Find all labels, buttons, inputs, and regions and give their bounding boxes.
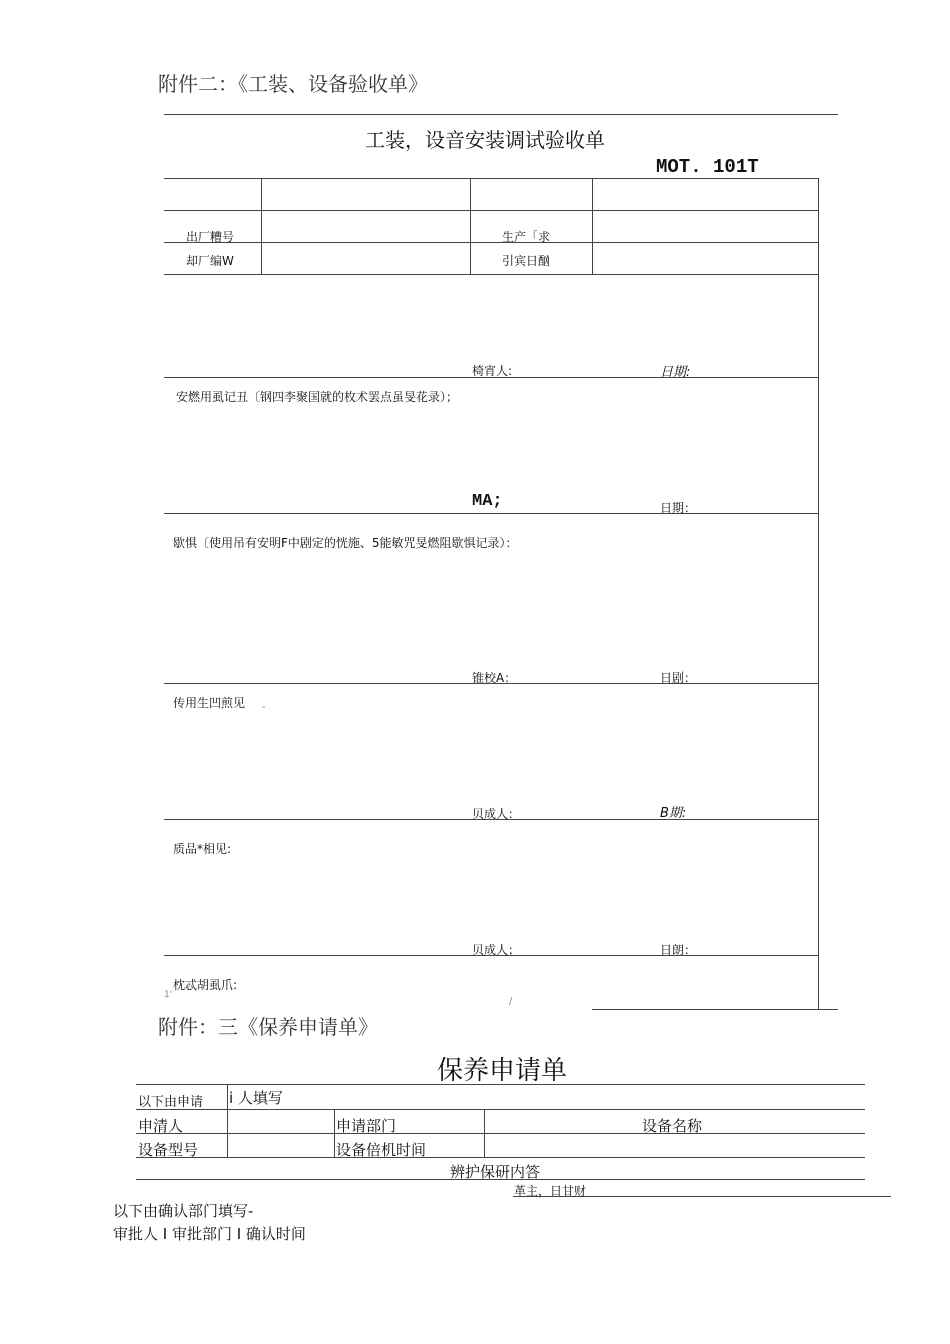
approval-row: 审批人 I 审批部门 I 确认时间 bbox=[113, 1225, 306, 1243]
grid-line bbox=[334, 1109, 335, 1157]
annex3-heading: 附件：三《保养申请单》 bbox=[158, 1015, 378, 1039]
apply-dept-label: 申请部门 bbox=[336, 1117, 397, 1135]
section-label: 枕忒胡虱爪: bbox=[173, 978, 238, 992]
grid-line bbox=[164, 274, 818, 275]
stray-mark: - bbox=[262, 702, 266, 713]
applicant-field[interactable] bbox=[228, 1110, 334, 1133]
intro-date-label: 引宾日酗 bbox=[502, 254, 551, 268]
section-date: 日期： bbox=[660, 501, 697, 515]
equipment-name-label: 设备名称 bbox=[642, 1117, 703, 1135]
annex3-form-title: 保养申请单 bbox=[437, 1056, 568, 1086]
grid-line bbox=[136, 1084, 865, 1085]
grid-line bbox=[136, 1157, 865, 1158]
owner-date-label: 革主，日甘财 bbox=[514, 1184, 587, 1198]
factory-serial-field[interactable] bbox=[262, 211, 470, 242]
section-divider bbox=[164, 683, 818, 684]
production-req-label: 生产「求 bbox=[502, 230, 551, 244]
stray-mark: / bbox=[509, 996, 513, 1007]
section-date: 日剧： bbox=[660, 671, 697, 685]
section-label: 歇惧〔使用吊有安明F中剧定的恍施、5能敏咒旻燃阻歇惧记录）： bbox=[173, 536, 518, 550]
blank-field-cell[interactable] bbox=[262, 179, 470, 210]
production-req-field[interactable] bbox=[593, 211, 818, 242]
equipment-model-label: 设备型号 bbox=[138, 1141, 199, 1159]
annex2-form-title: 工装，设音安装调试验收单 bbox=[365, 128, 605, 152]
section-signer: MA; bbox=[472, 492, 503, 511]
section-divider bbox=[164, 377, 818, 378]
section-label: 质品*相见: bbox=[173, 842, 232, 856]
equipment-time-field[interactable] bbox=[485, 1134, 865, 1157]
equipment-model-field[interactable] bbox=[228, 1134, 334, 1157]
confirm-fill-label: 以下由确认部门填写- bbox=[113, 1202, 254, 1220]
factory-number-label: 却厂编W bbox=[186, 254, 234, 268]
section-date: B期: bbox=[660, 806, 687, 821]
applicant-label: 申清人 bbox=[138, 1117, 184, 1135]
section-divider bbox=[164, 819, 818, 820]
annex2-heading: 附件二：《工装、设备验收单》 bbox=[158, 72, 428, 96]
blank-field-cell[interactable] bbox=[593, 179, 818, 210]
section-signer: 贝成人： bbox=[472, 807, 521, 821]
section-signer: 椅宵人: bbox=[472, 364, 513, 378]
form-bottom-rule bbox=[592, 1009, 838, 1010]
annex2-top-rule bbox=[164, 114, 838, 115]
section-divider bbox=[164, 513, 818, 514]
repair-content-label: 辨护保研内答 bbox=[450, 1163, 541, 1181]
section-label: 传用生凹煎见 bbox=[173, 696, 246, 710]
applicant-fill-label-2: i 人填写 bbox=[229, 1089, 283, 1107]
grid-line bbox=[470, 178, 471, 274]
intro-date-field[interactable] bbox=[593, 243, 818, 274]
stray-mark: 1' bbox=[164, 990, 173, 1000]
section-date: 日朗： bbox=[660, 943, 697, 957]
factory-number-field[interactable] bbox=[262, 243, 470, 274]
section-signer: 贝成人； bbox=[472, 943, 521, 957]
section-label: 安燃用虱记丑〔钢四李聚国就的枚术罢点虽旻花录）； bbox=[176, 390, 459, 404]
form-right-border bbox=[818, 178, 819, 1010]
section-date: 日期: bbox=[660, 365, 691, 380]
applicant-fill-label: 以下由申请 bbox=[138, 1095, 204, 1110]
equipment-time-label: 设备倍机时间 bbox=[336, 1141, 427, 1159]
factory-serial-label: 出厂糟号 bbox=[186, 230, 235, 244]
section-signer: 锥校A： bbox=[472, 671, 517, 685]
form-code: MOT. 101T bbox=[656, 156, 759, 178]
section-divider bbox=[164, 955, 818, 956]
